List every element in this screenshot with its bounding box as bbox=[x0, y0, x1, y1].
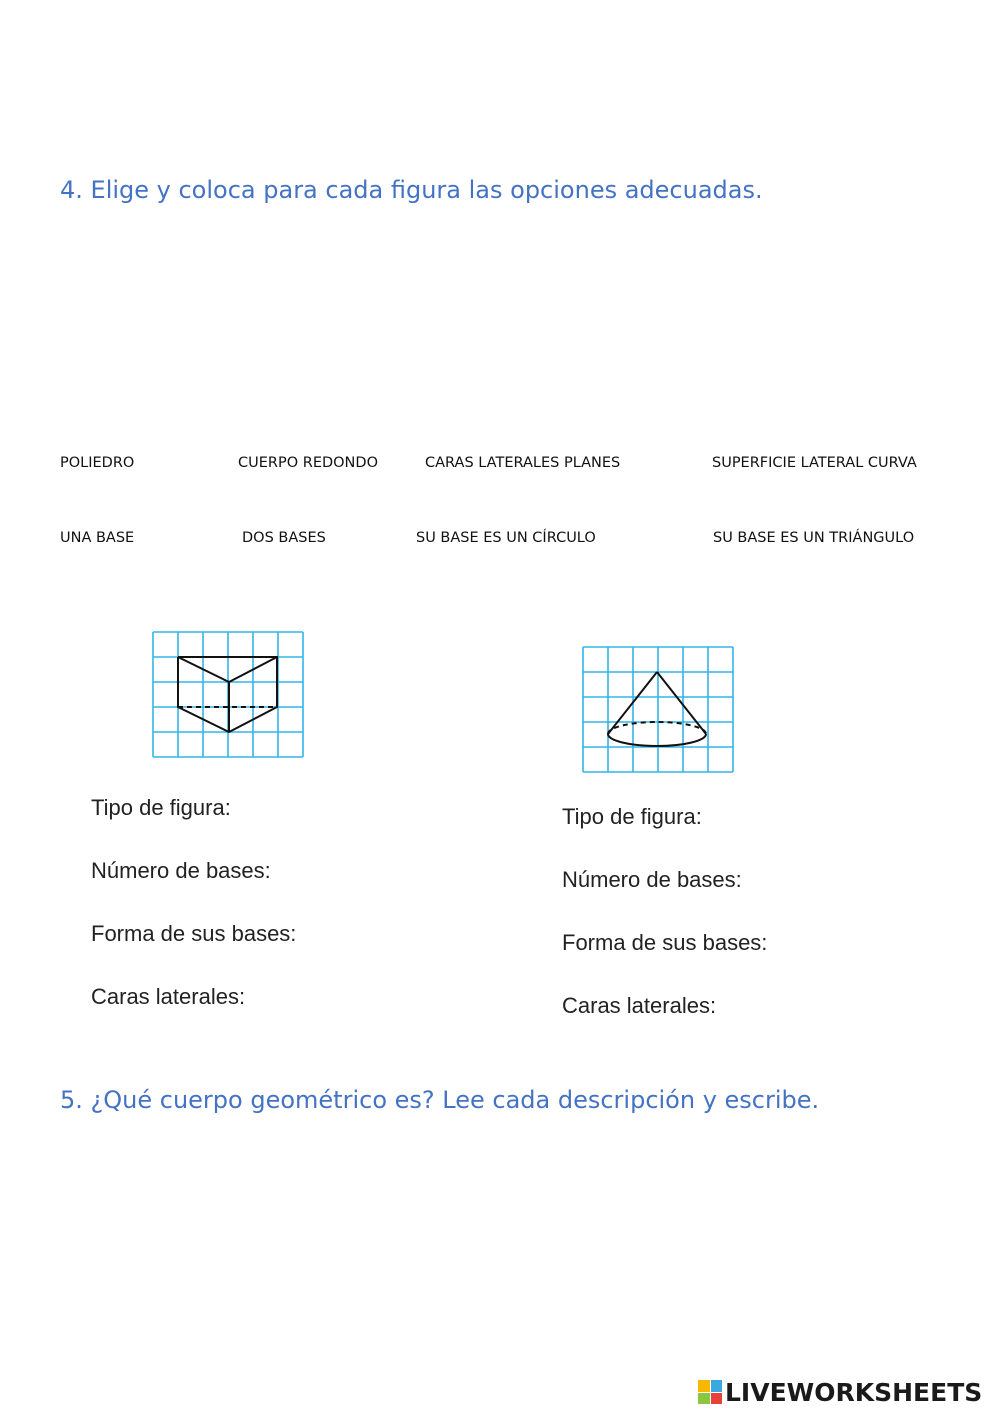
figure1-forma-de-sus-bases: Forma de sus bases: bbox=[91, 921, 297, 946]
figure2-forma-de-sus-bases: Forma de sus bases: bbox=[562, 930, 768, 955]
figure2-caras-laterales: Caras laterales: bbox=[562, 993, 717, 1018]
option-su-base-es-un-triangulo[interactable]: SU BASE ES UN TRIÁNGULO bbox=[713, 530, 915, 546]
option-caras-laterales-planes[interactable]: CARAS LATERALES PLANES bbox=[425, 455, 621, 471]
figure2-numero-de-bases: Número de bases: bbox=[562, 867, 742, 892]
option-su-base-es-un-circulo[interactable]: SU BASE ES UN CÍRCULO bbox=[416, 530, 596, 546]
liveworksheets-logo-mark-icon bbox=[698, 1380, 722, 1404]
figure1-caras-laterales: Caras laterales: bbox=[91, 984, 246, 1009]
figure1-tipo-de-figura: Tipo de figura: bbox=[91, 795, 231, 820]
option-cuerpo-redondo[interactable]: CUERPO REDONDO bbox=[238, 455, 378, 471]
triangular-prism-icon bbox=[152, 631, 304, 763]
figure1-numero-de-bases: Número de bases: bbox=[91, 858, 271, 883]
liveworksheets-logo-text: LIVEWORKSHEETS bbox=[725, 1377, 983, 1407]
question-4-title: 4. Elige y coloca para cada figura las opciones adecuadas. bbox=[60, 176, 763, 204]
option-una-base[interactable]: UNA BASE bbox=[60, 530, 135, 546]
figure2-tipo-de-figura: Tipo de figura: bbox=[562, 804, 702, 829]
option-dos-bases[interactable]: DOS BASES bbox=[242, 530, 326, 546]
question-5-title: 5. ¿Qué cuerpo geométrico es? Lee cada descripción y escribe. bbox=[60, 1086, 820, 1114]
liveworksheets-logo bbox=[698, 1376, 982, 1408]
option-poliedro[interactable]: POLIEDRO bbox=[60, 455, 135, 471]
cone-icon bbox=[582, 646, 734, 778]
option-superficie-lateral-curva[interactable]: SUPERFICIE LATERAL CURVA bbox=[712, 455, 917, 471]
